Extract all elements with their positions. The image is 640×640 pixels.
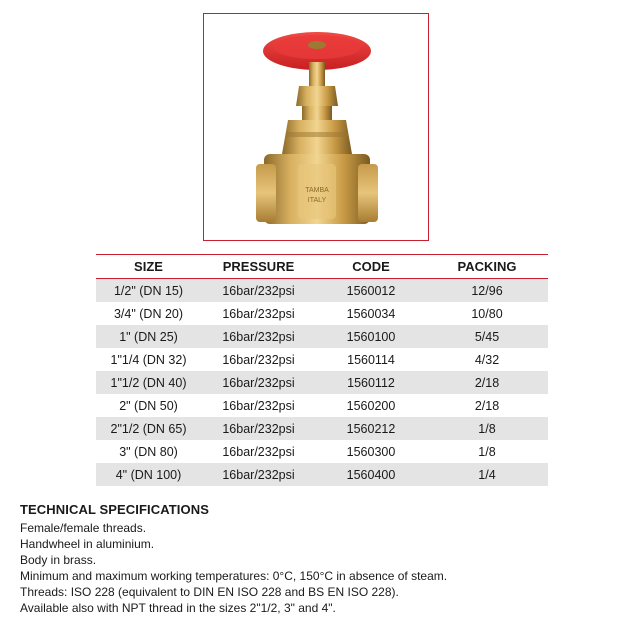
- cell-packing: 2/18: [426, 394, 548, 417]
- table-row: [96, 302, 548, 325]
- cell-pressure: 16bar/232psi: [201, 279, 316, 303]
- specs-title: TECHNICAL SPECIFICATIONS: [20, 502, 209, 517]
- table-row: [96, 440, 548, 463]
- table-row: [96, 371, 548, 394]
- technical-specifications: [20, 502, 620, 616]
- column-header-pressure: PRESSURE: [201, 255, 316, 279]
- cell-packing: 1/8: [426, 440, 548, 463]
- cell-code: 1560200: [316, 394, 426, 417]
- cell-pressure: 16bar/232psi: [201, 371, 316, 394]
- spec-line: Handwheel in aluminium.: [20, 537, 155, 551]
- spec-line: Threads: ISO 228 (equivalent to DIN EN ISO 228 and BS EN ISO 228).: [20, 585, 399, 599]
- cell-packing: 4/32: [426, 348, 548, 371]
- spec-line: Minimum and maximum working temperatures: 0°C, 150°C in absence of steam.: [20, 569, 448, 583]
- valve-body-stamp: TAMBA: [305, 187, 329, 194]
- cell-code: 1560034: [316, 302, 426, 325]
- spec-line: Female/female threads.: [20, 521, 147, 535]
- table-row: [96, 348, 548, 371]
- table-row: [96, 417, 548, 440]
- table-row: [96, 394, 548, 417]
- table-row: [96, 325, 548, 348]
- cell-size: 3" (DN 80): [96, 440, 201, 463]
- column-header-packing: PACKING: [426, 255, 548, 279]
- cell-code: 1560400: [316, 463, 426, 486]
- cell-size: 4" (DN 100): [96, 463, 201, 486]
- cell-pressure: 16bar/232psi: [201, 417, 316, 440]
- table-row: [96, 463, 548, 486]
- cell-packing: 1/8: [426, 417, 548, 440]
- cell-size: 3/4" (DN 20): [96, 302, 201, 325]
- table-header-row: [96, 255, 548, 279]
- cell-pressure: 16bar/232psi: [201, 325, 316, 348]
- gate-valve-image: [204, 14, 430, 242]
- cell-packing: 1/4: [426, 463, 548, 486]
- cell-pressure: 16bar/232psi: [201, 394, 316, 417]
- cell-size: 1" (DN 25): [96, 325, 201, 348]
- table-row: [96, 279, 548, 303]
- product-table: [96, 254, 548, 486]
- cell-packing: 2/18: [426, 371, 548, 394]
- cell-pressure: 16bar/232psi: [201, 440, 316, 463]
- cell-code: 1560300: [316, 440, 426, 463]
- cell-packing: 12/96: [426, 279, 548, 303]
- spec-line: Available also with NPT thread in the sizes 2"1/2, 3" and 4".: [20, 601, 336, 615]
- cell-size: 2" (DN 50): [96, 394, 201, 417]
- cell-packing: 10/80: [426, 302, 548, 325]
- cell-code: 1560212: [316, 417, 426, 440]
- cell-code: 1560100: [316, 325, 426, 348]
- cell-size: 1"1/2 (DN 40): [96, 371, 201, 394]
- cell-size: 1"1/4 (DN 32): [96, 348, 201, 371]
- cell-size: 1/2" (DN 15): [96, 279, 201, 303]
- cell-size: 2"1/2 (DN 65): [96, 417, 201, 440]
- cell-code: 1560112: [316, 371, 426, 394]
- cell-pressure: 16bar/232psi: [201, 463, 316, 486]
- spec-line: Body in brass.: [20, 553, 97, 567]
- column-header-code: CODE: [316, 255, 426, 279]
- column-header-size: SIZE: [96, 255, 201, 279]
- cell-pressure: 16bar/232psi: [201, 348, 316, 371]
- cell-pressure: 16bar/232psi: [201, 302, 316, 325]
- product-image-frame: [203, 13, 429, 241]
- cell-code: 1560114: [316, 348, 426, 371]
- cell-code: 1560012: [316, 279, 426, 303]
- valve-body-stamp: ITALY: [307, 197, 327, 204]
- cell-packing: 5/45: [426, 325, 548, 348]
